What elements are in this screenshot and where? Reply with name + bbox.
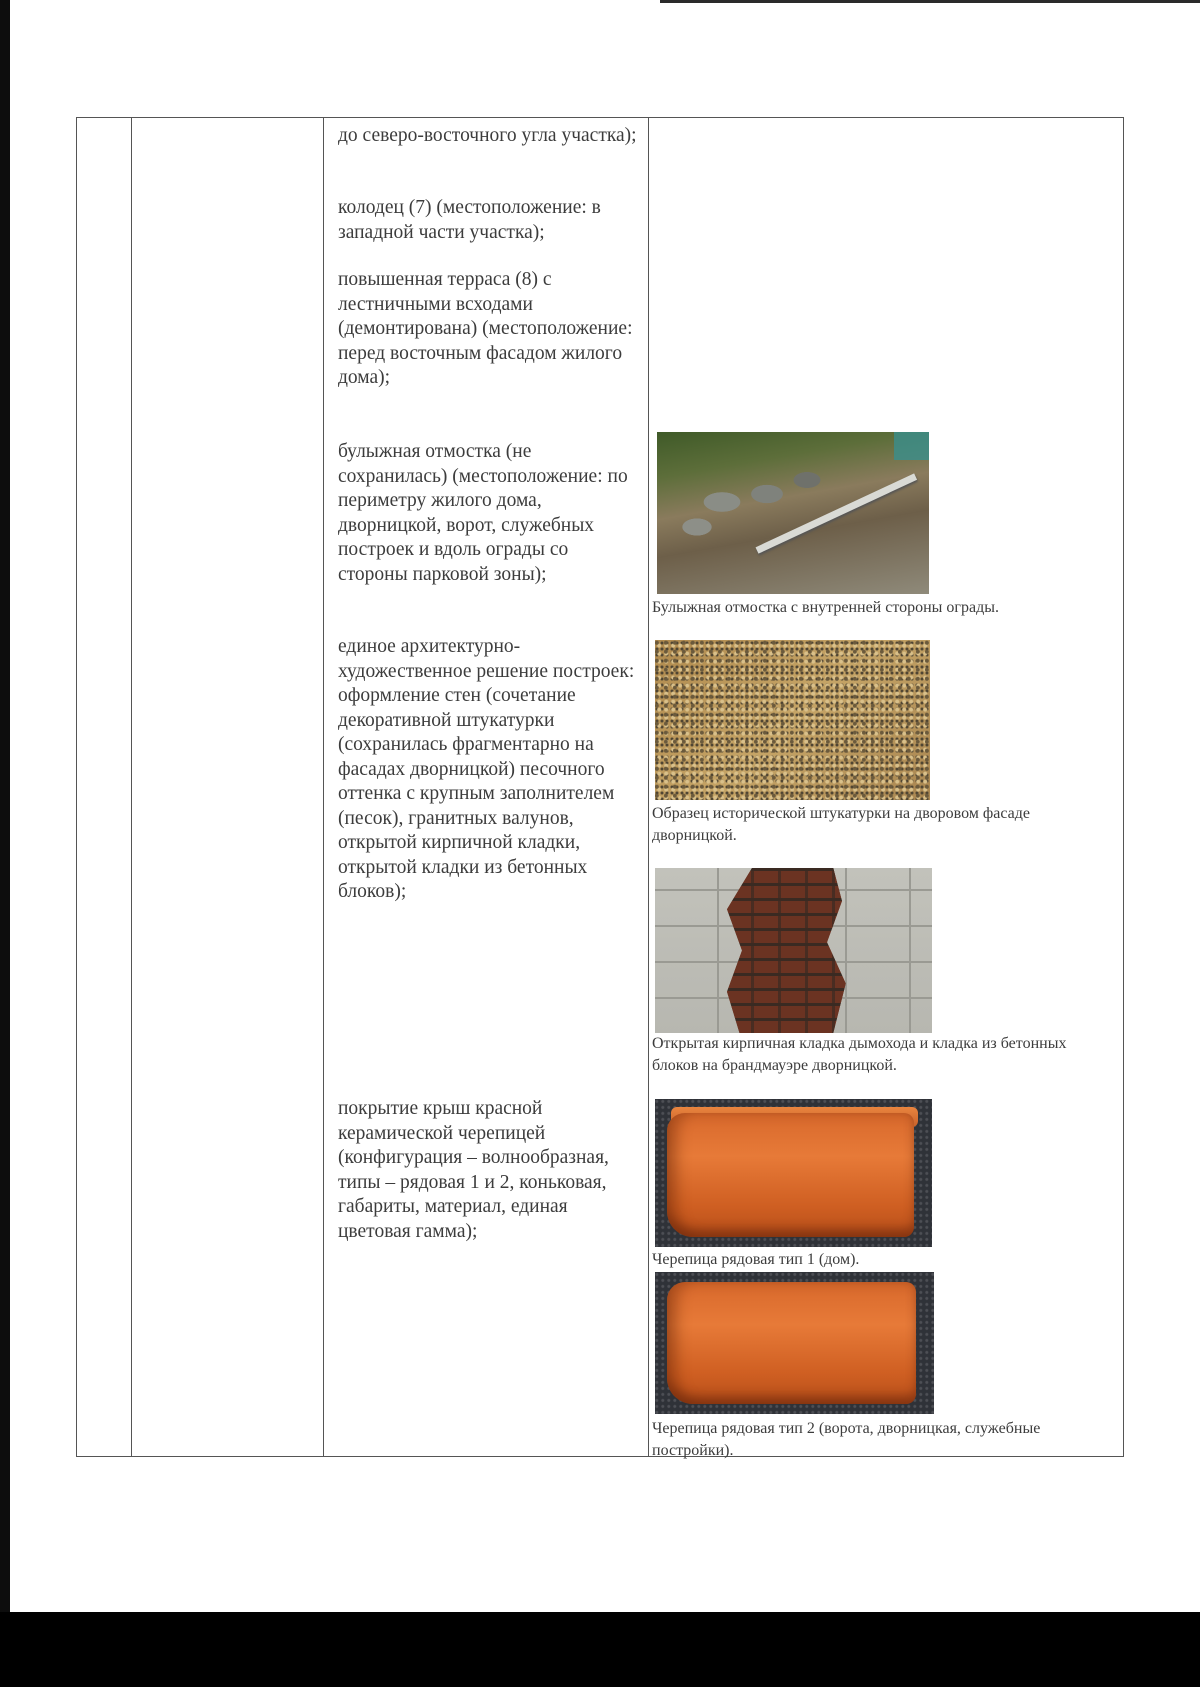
- photo-tile-body: [667, 1113, 914, 1237]
- photo-cobble-apron: [657, 432, 929, 594]
- photo-tile-body-2: [667, 1282, 916, 1404]
- photo-brick-chimney: [727, 868, 852, 1033]
- scan-top-line: [660, 0, 1200, 3]
- caption-tile-type1: Черепица рядовая тип 1 (дом).: [652, 1251, 860, 1268]
- caption-plaster: Образец исторической штукатурки на дворовом фасаде дворницкой.: [652, 805, 1031, 844]
- text-item-corner: до северо-восточного угла участка);: [338, 125, 637, 146]
- scan-bottom-bar: [0, 1612, 1200, 1687]
- text-architecture-walls: оформление стен (сочетание декоративной штукатурки (сохранилась фрагментарно на фасадах дворницкой) песочного оттенка с крупным заполнителем (песок), гранитных валунов, открытой кирпичной кладки, открытой кладки из бетонных блоков);: [338, 685, 615, 902]
- photo-rod: [756, 473, 918, 553]
- photo-roof-tile-type2: [655, 1272, 934, 1414]
- scan-left-edge: [0, 0, 10, 1612]
- text-item-roof: покрытие крыш красной керамической черепицей (конфигурация – волнообразная, типы – рядовая 1 и 2, коньковая, габариты, материал, единая цветовая гамма);: [338, 1098, 609, 1242]
- column-divider-3: [648, 118, 649, 1456]
- photo-plaster-sample: [655, 640, 930, 800]
- column-divider-2: [323, 118, 324, 1456]
- text-architecture-heading: единое архитектурно-художественное решение построек:: [338, 636, 635, 682]
- column-divider-1: [131, 118, 132, 1456]
- text-item-cobble-apron: булыжная отмостка (не сохранилась) (местоположение: по периметру жилого дома, дворницкой, ворот, служебных построек и вдоль ограды со стороны парковой зоны);: [338, 441, 628, 585]
- caption-brick: Открытая кирпичная кладка дымохода и кладка из бетонных блоков на брандмауэре дворницкой.: [652, 1035, 1067, 1074]
- caption-tile-type2: Черепица рядовая тип 2 (ворота, дворницкая, служебные постройки).: [652, 1420, 1041, 1459]
- text-item-terrace: повышенная терраса (8) с лестничными всходами (демонтирована) (местоположение: перед восточным фасадом жилого дома);: [338, 269, 633, 388]
- caption-cobble: Булыжная отмостка с внутренней стороны ограды.: [652, 599, 999, 616]
- photo-brick-masonry: [655, 868, 932, 1033]
- photo-roof-tile-type1: [655, 1099, 932, 1247]
- text-item-architecture: [338, 635, 638, 905]
- text-item-well: колодец (7) (местоположение: в западной части участка);: [338, 197, 601, 243]
- photo-net: [894, 432, 929, 460]
